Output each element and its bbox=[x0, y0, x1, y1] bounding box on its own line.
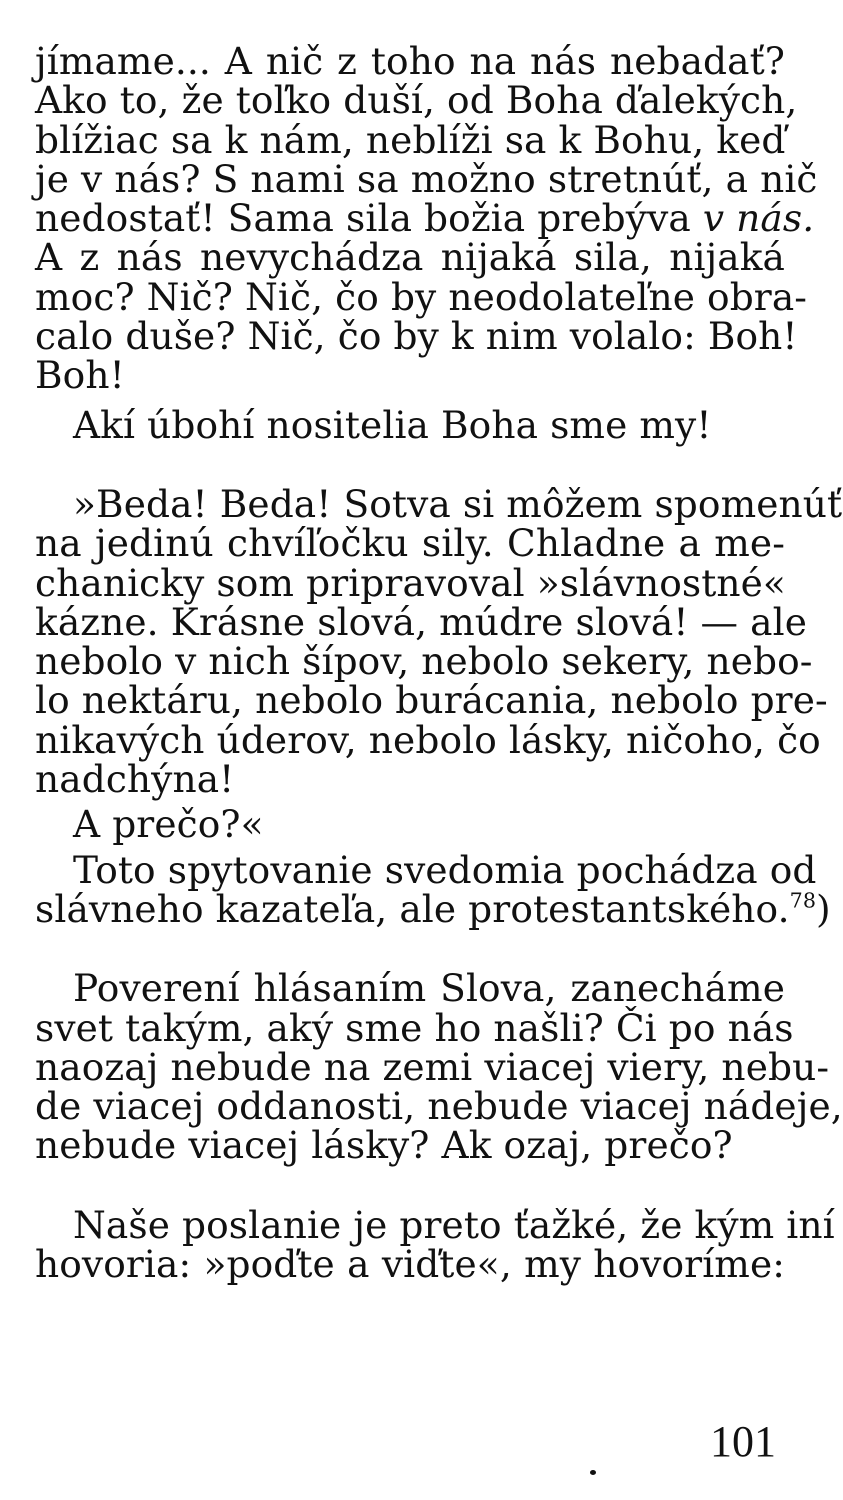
text-line: Naše poslanie je preto ťažké, že kým iní bbox=[73, 1202, 835, 1247]
text-line: calo duše? Nič, čo by k nim volalo: Boh! bbox=[35, 314, 798, 359]
text-line: »Beda! Beda! Sotva si môžem spomenúť bbox=[73, 481, 843, 526]
footnote-reference: 78 bbox=[789, 888, 817, 913]
text-line: naozaj nebude na zemi viacej viery, nebu- bbox=[35, 1044, 830, 1089]
text-line: Toto spytovanie svedomia pochádza od bbox=[73, 847, 817, 892]
text-line: svet takým, aký sme ho našli? Či po nás bbox=[35, 1005, 794, 1050]
text-line: Poverení hlásaním Slova, zanecháme bbox=[73, 966, 785, 1011]
text-line: A prečo?« bbox=[73, 802, 264, 847]
text-line: kázne. Krásne slová, múdre slová! — ale bbox=[35, 599, 807, 644]
print-speck bbox=[590, 1470, 596, 1475]
paragraph-3 bbox=[35, 481, 843, 802]
text-line: lo nektáru, nebolo burácania, nebolo pre- bbox=[35, 678, 828, 723]
text-line: Boh! bbox=[35, 353, 125, 398]
footnote-close: ) bbox=[816, 886, 831, 931]
text-line: A z nás nevychádza nijaká sila, nijaká bbox=[35, 235, 785, 280]
paragraph-4 bbox=[35, 802, 785, 847]
italic-emphasis: v nás. bbox=[702, 196, 815, 241]
text-line: jímame... A nič z toho na nás nebadať? bbox=[35, 39, 785, 83]
text-line: hovoria: »poďte a viďte«, my hovoríme: bbox=[35, 1242, 785, 1287]
text-line: nebude viacej lásky? Ak ozaj, prečo? bbox=[35, 1123, 733, 1168]
page-number: 101 bbox=[710, 1417, 776, 1466]
text-line bbox=[35, 196, 815, 241]
text-line-main: slávneho kazateľa, ale protestantského. bbox=[35, 886, 790, 931]
text-line: nadchýna! bbox=[35, 757, 235, 802]
paragraph-1 bbox=[35, 39, 818, 398]
paragraph-5 bbox=[35, 847, 831, 931]
paragraph-7 bbox=[35, 1202, 835, 1287]
text-line: chanicky som pripravoval »slávnostné« bbox=[35, 560, 786, 605]
text-line: Ako to, že toľko duší, od Boha ďalekých, bbox=[35, 78, 798, 123]
text-line: je v nás? S nami sa možno stretnúť, a nič bbox=[35, 156, 818, 201]
text-line: blížiac sa k nám, neblíži sa k Bohu, keď bbox=[35, 117, 786, 162]
text-line: nikavých úderov, nebolo lásky, ničoho, čo bbox=[35, 717, 821, 762]
text-line: de viacej oddanosti, nebude viacej nádeje, bbox=[35, 1084, 843, 1129]
paragraph-6 bbox=[35, 966, 843, 1168]
text-line: nebolo v nich šípov, nebolo sekery, nebo- bbox=[35, 639, 813, 684]
text-line: moc? Nič? Nič, čo by neodolateľne obra- bbox=[35, 274, 808, 319]
text-line: na jedinú chvíľočku sily. Chladne a me- bbox=[35, 521, 785, 566]
paragraph-2 bbox=[35, 402, 785, 447]
text-line: Akí úbohí nositelia Boha sme my! bbox=[73, 402, 712, 447]
book-page bbox=[35, 39, 843, 1287]
text-line-main: nedostať! Sama sila božia prebýva bbox=[35, 196, 703, 241]
text-line bbox=[35, 886, 831, 931]
